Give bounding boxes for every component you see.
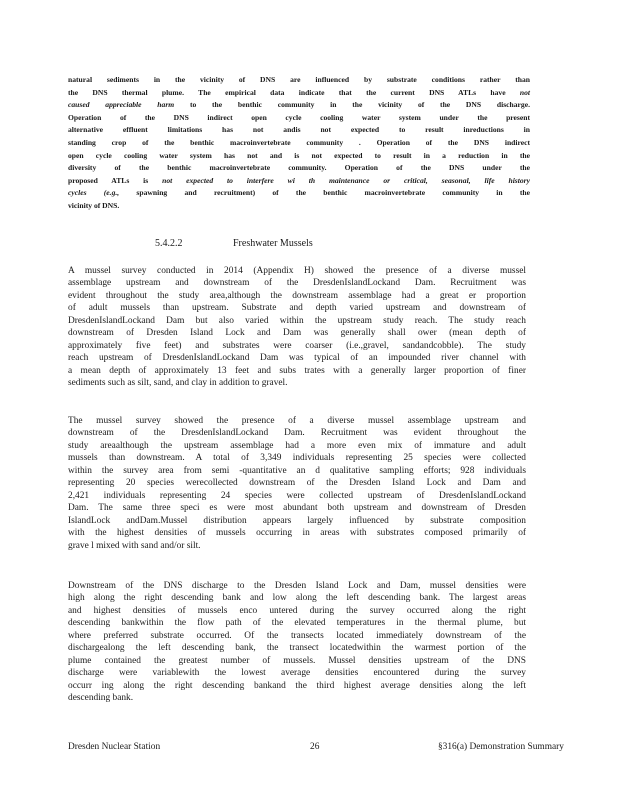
paragraph1-line: A mussel survey conducted in 2014 (Appendix H) showed the presence of a diverse mussel — [68, 266, 526, 276]
paragraph2-line: study areaalthough the upstream assemblage had a more even mix of immature and adult — [68, 440, 526, 451]
top-paragraph-line: Operation of the DNS indirect open cycle cooling water system under the present — [68, 112, 530, 122]
paragraph3-line: descending bank. — [68, 693, 134, 704]
section-number: 5.4.2.2 — [155, 238, 183, 249]
paragraph3-line: dischargealong the left descending bank, the transect locatedwithin the warmest portion of the — [68, 643, 526, 654]
paragraph1-line: of adult mussels than upstream. Substrate and depth varied upstream and downstream of — [68, 303, 526, 314]
paragraph1-line: DresdenIslandLockand Dam but also varied within the upstream study reach. The study reach — [68, 315, 526, 326]
paragraph3-line: high along the right descending bank and low along the left descending bank. The largest areas — [68, 593, 526, 604]
paragraph1-line: downstream of Dresden Island Lock and Dam was generally shall ower (mean depth of — [68, 328, 526, 339]
paragraph2-line: The mussel survey showed the presence of a diverse mussel assemblage upstream and — [68, 416, 526, 426]
paragraph2-line: Dam. The same three speci es were most abundant both upstream and downstream of Dresden — [68, 503, 526, 514]
paragraph-2 — [68, 415, 526, 552]
paragraph1-line: a mean depth of approximately 13 feet and subs trates with a generally larger proportion of finer — [68, 365, 526, 376]
paragraph2-line: mussels than downstream. A total of 3,349 individuals representing 25 species were collected — [68, 453, 526, 464]
paragraph3-line: descending bankwithin the flow path of the elevated temperatures in the thermal plume, but — [68, 618, 526, 629]
paragraph2-line: representing 20 species werecollected downstream of the Dresden Island Lock and Dam and — [68, 478, 526, 489]
top-paragraph-line: alternative effluent limitations has not andis not expected to result inreductions in — [68, 125, 530, 135]
paragraph3-line: and highest densities of mussels enco untered during the survey occurred along the right — [68, 605, 526, 616]
top-paragraph-line: standing crop of the benthic macroinvertebrate community . Operation of the DNS indirect — [68, 137, 530, 147]
paragraph1-line: evident throughout the study area,although the downstream assemblage had a great er proportion — [68, 290, 526, 301]
paragraph-1 — [68, 265, 526, 390]
paragraph1-line: sediments such as silt, sand, and clay in addition to gravel. — [68, 378, 288, 389]
paragraph3-line: where preferred substrate occurred. Of the transects located immediately downstream of the — [68, 630, 526, 641]
top-paragraph-line: the DNS thermal plume. The empirical data indicate that the current DNS ATLs have not — [68, 87, 530, 97]
paragraph2-line: downstream of the DresdenIslandLockand Dam. Recruitment was evident throughout the — [68, 428, 526, 439]
paragraph2-line: IslandLock andDam.Mussel distribution appears largely influenced by substrate composition — [68, 515, 526, 526]
paragraph3-line: discharge were variablewith the lowest average densities encountered during the survey — [68, 668, 526, 679]
top-paragraph-line: cycles (e.g., spawning and recruitment) of the benthic macroinvertebrate community in the — [68, 188, 531, 198]
paragraph2-line: 2,421 individuals representing 24 species were collected upstream of DresdenIslandLockand — [68, 490, 526, 501]
paragraph1-line: approximately five feet) and substrates were coarser (i.e.,gravel, sandandcobble). The study — [68, 340, 526, 351]
footer-document-title: §316(a) Demonstration Summary — [437, 742, 564, 752]
paragraph1-line: reach upstream of DresdenIslandLockand Dam was typical of an impounded river channel with — [68, 353, 526, 364]
paragraph3-line: Downstream of the DNS discharge to the Dresden Island Lock and Dam, mussel densities were — [68, 581, 526, 591]
top-paragraph-line: proposed ATLs is not expected to interfere wi th maintenance or critical, seasonal, life history — [68, 175, 530, 185]
page-number: 26 — [310, 742, 320, 752]
paragraph2-line: with the highest densities of mussels occurring in areas with substrates composed primarily of — [68, 528, 526, 539]
top-paragraph-line: diversity of the benthic macroinvertebrate community. Operation of the DNS under the — [68, 163, 530, 173]
paragraph-3 — [68, 580, 526, 705]
top-paragraph-line: natural sediments in the vicinity of DNS are influenced by substrate conditions rather than — [68, 75, 530, 84]
section-heading — [155, 238, 313, 249]
paragraph1-line: assemblage upstream and downstream of the DresdenIslandLockand Dam. Recruitment was — [68, 278, 526, 289]
paragraph2-line: grave l mixed with sand and/or silt. — [68, 540, 201, 551]
paragraph3-line: plume contained the greatest number of mussels. Mussel densities upstream of the DNS — [68, 655, 526, 666]
top-paragraph — [68, 74, 530, 213]
footer-station-name: Dresden Nuclear Station — [68, 742, 161, 752]
section-title: Freshwater Mussels — [233, 238, 313, 249]
top-paragraph-line: vicinity of DNS. — [68, 200, 120, 210]
top-paragraph-line: open cycle cooling water system has not and is not expected to result in a reduction in the — [68, 150, 530, 160]
paragraph3-line: occurr ing along the right descending bankand the third highest average densities along the left — [68, 680, 526, 691]
paragraph2-line: within the survey area from semi -quantitative an d qualitative sampling efforts; 928 individuals — [68, 465, 526, 476]
top-paragraph-line: caused appreciable harm to the benthic community in the vicinity of the DNS discharge. — [68, 100, 530, 110]
